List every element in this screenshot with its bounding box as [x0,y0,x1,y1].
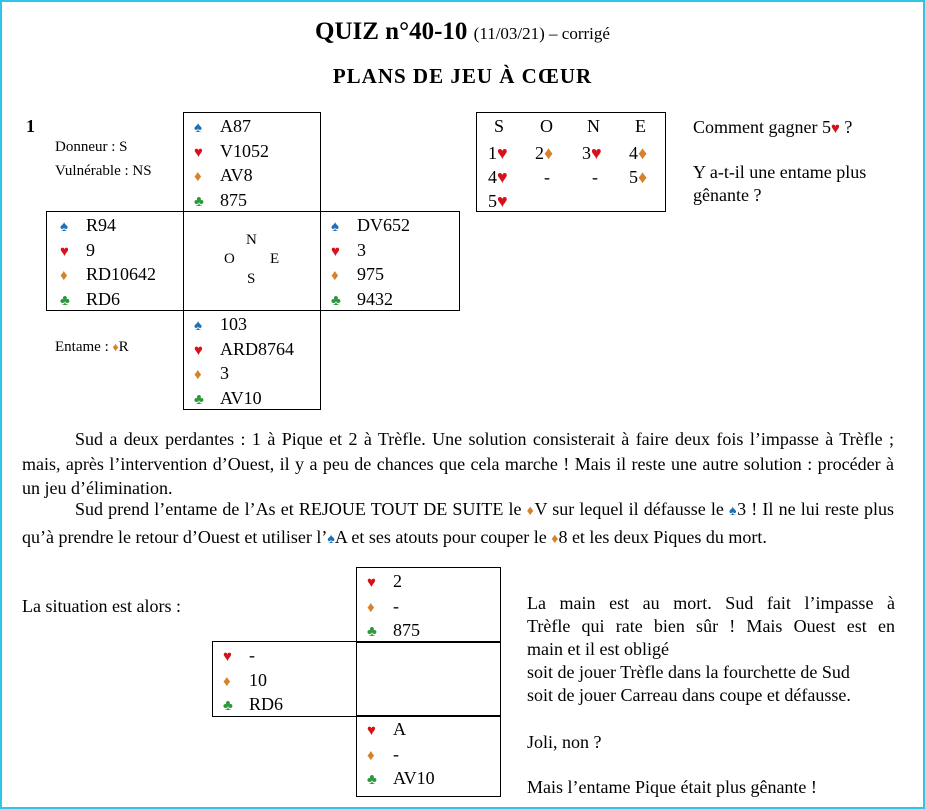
diamond-icon: ♦ [544,143,554,163]
bid-header-e: E [635,116,646,136]
south-hand: ♠ 103 ♥ ARD8764 ♦ 3 ♣ AV10 [183,310,321,410]
bid-cell: - [544,167,550,187]
diamond-icon: ♦ [112,340,119,354]
bid-cell: - [592,167,598,187]
bid-cell: 5♥ [488,191,508,211]
heart-icon: ♥ [367,723,376,739]
diamond-icon: ♦ [60,268,68,284]
question-1: Comment gagner 5♥ ? [693,117,853,137]
spade-icon: ♠ [60,219,68,235]
diamond-icon: ♦ [194,169,202,185]
heart-icon: ♥ [497,143,508,163]
bidding-box [476,112,666,212]
heart-icon: ♥ [497,167,508,187]
joli-text: Joli, non ? [527,732,602,752]
club-icon: ♣ [223,698,233,714]
spade-icon: ♠ [194,120,202,136]
compass-east: E [270,251,280,267]
ending-center-box [356,641,501,717]
spade-icon: ♠ [331,219,339,235]
heart-icon: ♥ [331,243,340,260]
bid-header-s: S [494,116,505,136]
club-icon: ♣ [194,193,204,210]
club-icon: ♣ [60,292,70,309]
ending-explanation: La main est au mort. Sud fait l’impasse à Trèfle qui rate bien sûr ! Mais Ouest est en main et il est obligé soit de jouer Trèfle dans la fourchette de Sud soit de jouer Carreau dans coupe et défausse. [527,593,895,705]
ending-label: La situation est alors : [22,596,181,616]
diamond-icon: ♦ [223,673,231,690]
heart-icon: ♥ [367,575,376,591]
bid-cell: 4♦ [629,143,648,163]
heart-icon: ♥ [497,191,508,211]
opening-lead: Entame : ♦R [55,339,129,355]
quiz-subtitle: PLANS DE JEU À CŒUR [332,64,593,88]
bid-header-n: N [587,116,600,136]
club-icon: ♣ [331,292,341,309]
ending-west-hand: ♥ - ♦ 10 ♣ RD6 [212,641,357,717]
vulnerability-label: Vulnérable : NS [55,163,152,179]
heart-icon: ♥ [194,144,203,161]
final-remark: Mais l’entame Pique était plus gênante ! [527,777,817,797]
spade-icon: ♠ [729,504,738,519]
heart-icon: ♥ [830,121,840,137]
heart-icon: ♥ [591,143,602,163]
west-hand: ♠ R94 ♥ 9 ♦ RD10642 ♣ RD6 [46,211,184,311]
question-2: Y a-t-il une entame plus gênante ? [693,162,867,205]
explanation-paragraph-2: Sud prend l’entame de l’As et REJOUE TOUT DE SUITE le ♦V sur lequel il défausse le ♠3 ! Il ne lui reste plus qu’à prendre le retour d’Ouest et utiliser l’♠A et ses atouts pour couper le ♦8 et les deux Piques du mort. [22,499,895,547]
spade-icon: ♠ [327,531,335,547]
north-hand: ♠ A87 ♥ V1052 ♦ AV8 ♣ 875 [183,112,321,212]
compass-south: S [247,271,256,287]
quiz-title: QUIZ n°40-10 (11/03/21) – corrigé [315,18,610,45]
bid-cell: 5♦ [629,167,648,187]
spade-icon: ♠ [194,318,202,334]
east-hand: ♠ DV652 ♥ 3 ♦ 975 ♣ 9432 [320,211,460,311]
compass-west: O [224,251,235,267]
diamond-icon: ♦ [638,143,648,163]
club-icon: ♣ [367,624,377,640]
heart-icon: ♥ [60,243,69,260]
deal-number: 1 [26,116,35,136]
compass-box [183,211,321,311]
heart-icon: ♥ [194,342,203,359]
ending-south-hand: ♥ A ♦ - ♣ AV10 [356,715,501,797]
diamond-icon: ♦ [551,531,559,547]
quiz-date: (11/03/21) – corrigé [473,24,610,43]
bid-cell: 4♥ [488,167,508,187]
bid-cell: 1♥ [488,143,508,163]
dealer-label: Donneur : S [55,139,128,155]
heart-icon: ♥ [223,649,232,665]
club-icon: ♣ [367,772,377,788]
bid-header-o: O [540,116,553,136]
diamond-icon: ♦ [367,747,375,764]
diamond-icon: ♦ [638,167,648,187]
diamond-icon: ♦ [526,504,535,519]
explanation-paragraph-1: Sud a deux perdantes : 1 à Pique et 2 à Trèfle. Une solution consisterait à faire deux fois l’impasse à Trèfle ; mais, après l’intervention d’Ouest, il y a peu de chances que cela marche ! Mais il reste une autre solution : procéder à un jeu d’élimination. [22,429,894,498]
diamond-icon: ♦ [194,367,202,383]
ending-north-hand: ♥ 2 ♦ - ♣ 875 [356,567,501,643]
diamond-icon: ♦ [367,599,375,616]
compass-north: N [246,232,257,248]
club-icon: ♣ [194,391,204,408]
bid-cell: 2♦ [535,143,554,163]
diamond-icon: ♦ [331,268,339,284]
bid-cell: 3♥ [582,143,602,163]
